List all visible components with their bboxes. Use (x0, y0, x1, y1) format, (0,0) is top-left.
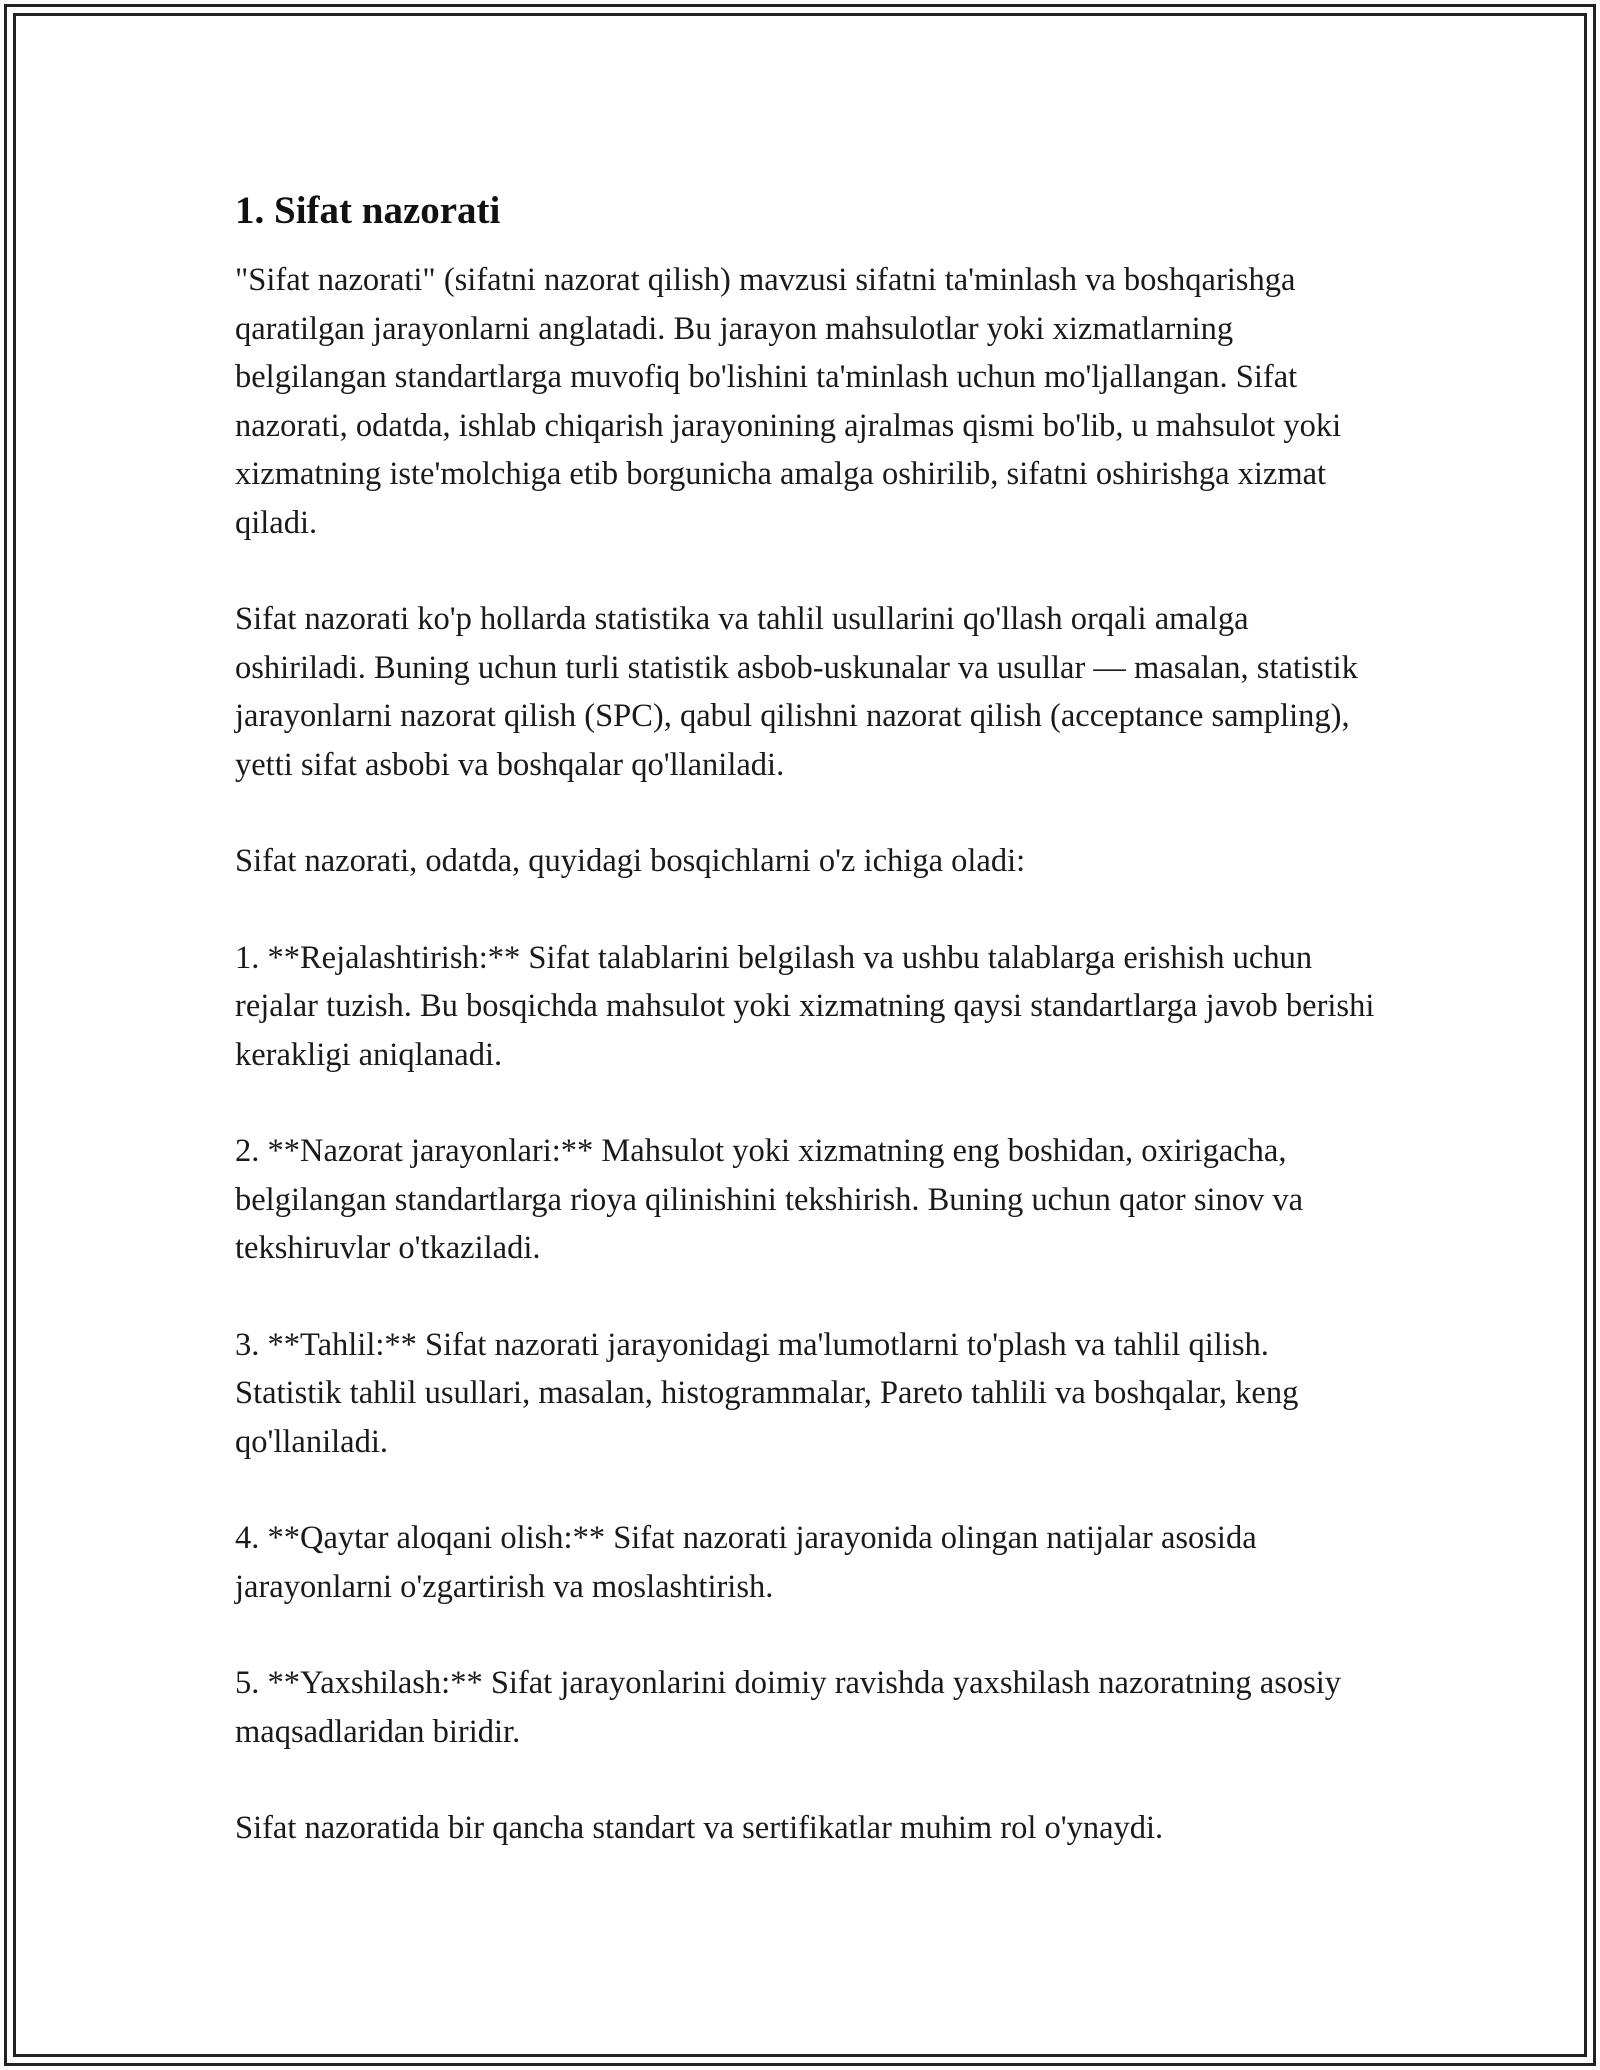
paragraph-methods: Sifat nazorati ko'p hollarda statistika va tahlil usullarini qo'llash orqali amalga oshiriladi. Buning uchun turli statistik asbob-uskunalar va usullar — masalan, statistik jarayonlarni nazorat qilish (SPC), qabul qilishni nazorat qilish (acceptance sampling), yetti sifat asbobi va boshqalar qo'llaniladi. (235, 601, 1358, 783)
section-heading: 1. Sifat nazorati (235, 189, 501, 232)
document-body (235, 186, 1375, 1853)
list-item-feedback: 4. **Qaytar aloqani olish:** Sifat nazorati jarayonida olingan natijalar asosida jarayonlarni o'zgartirish va moslashtirish. (235, 1520, 1257, 1605)
list-item-analysis: 3. **Tahlil:** Sifat nazorati jarayonidagi ma'lumotlarni to'plash va tahlil qilish. Statistik tahlil usullari, masalan, histogrammalar, Pareto tahlili va boshqalar, keng qo'llaniladi. (235, 1326, 1299, 1460)
paragraph-intro: "Sifat nazorati" (sifatni nazorat qilish) mavzusi sifatni ta'minlash va boshqarishga qaratilgan jarayonlarni anglatadi. Bu jarayon mahsulotlar yoki xizmatlarning belgilangan standartlarga muvofiq bo'lishini ta'minlash uchun mo'ljallangan. Sifat nazorati, odatda, ishlab chiqarish jarayonining ajralmas qismi bo'lib, u mahsulot yoki xizmatning iste'molchiga etib borgunicha amalga oshirilib, sifatni oshirishga xizmat qiladi. (235, 262, 1342, 541)
paragraph-stages-intro: Sifat nazorati, odatda, quyidagi bosqichlarni o'z ichiga oladi: (235, 843, 1026, 879)
list-item-control-processes: 2. **Nazorat jarayonlari:** Mahsulot yoki xizmatning eng boshidan, oxirigacha, belgilangan standartlarga rioya qilinishini tekshirish. Buning uchun qator sinov va tekshiruvlar o'tkaziladi. (235, 1133, 1304, 1266)
list-item-planning: 1. **Rejalashtirish:** Sifat talablarini belgilash va ushbu talablarga erishish uchun rejalar tuzish. Bu bosqichda mahsulot yoki xizmatning qaysi standartlarga javob berishi kerakligi aniqlanadi. (235, 939, 1375, 1073)
paragraph-standards: Sifat nazoratida bir qancha standart va sertifikatlar muhim rol o'ynaydi. (235, 1810, 1164, 1846)
list-item-improvement: 5. **Yaxshilash:** Sifat jarayonlarini doimiy ravishda yaxshilash nazoratning asosiy maqsadlaridan biridir. (235, 1665, 1342, 1750)
